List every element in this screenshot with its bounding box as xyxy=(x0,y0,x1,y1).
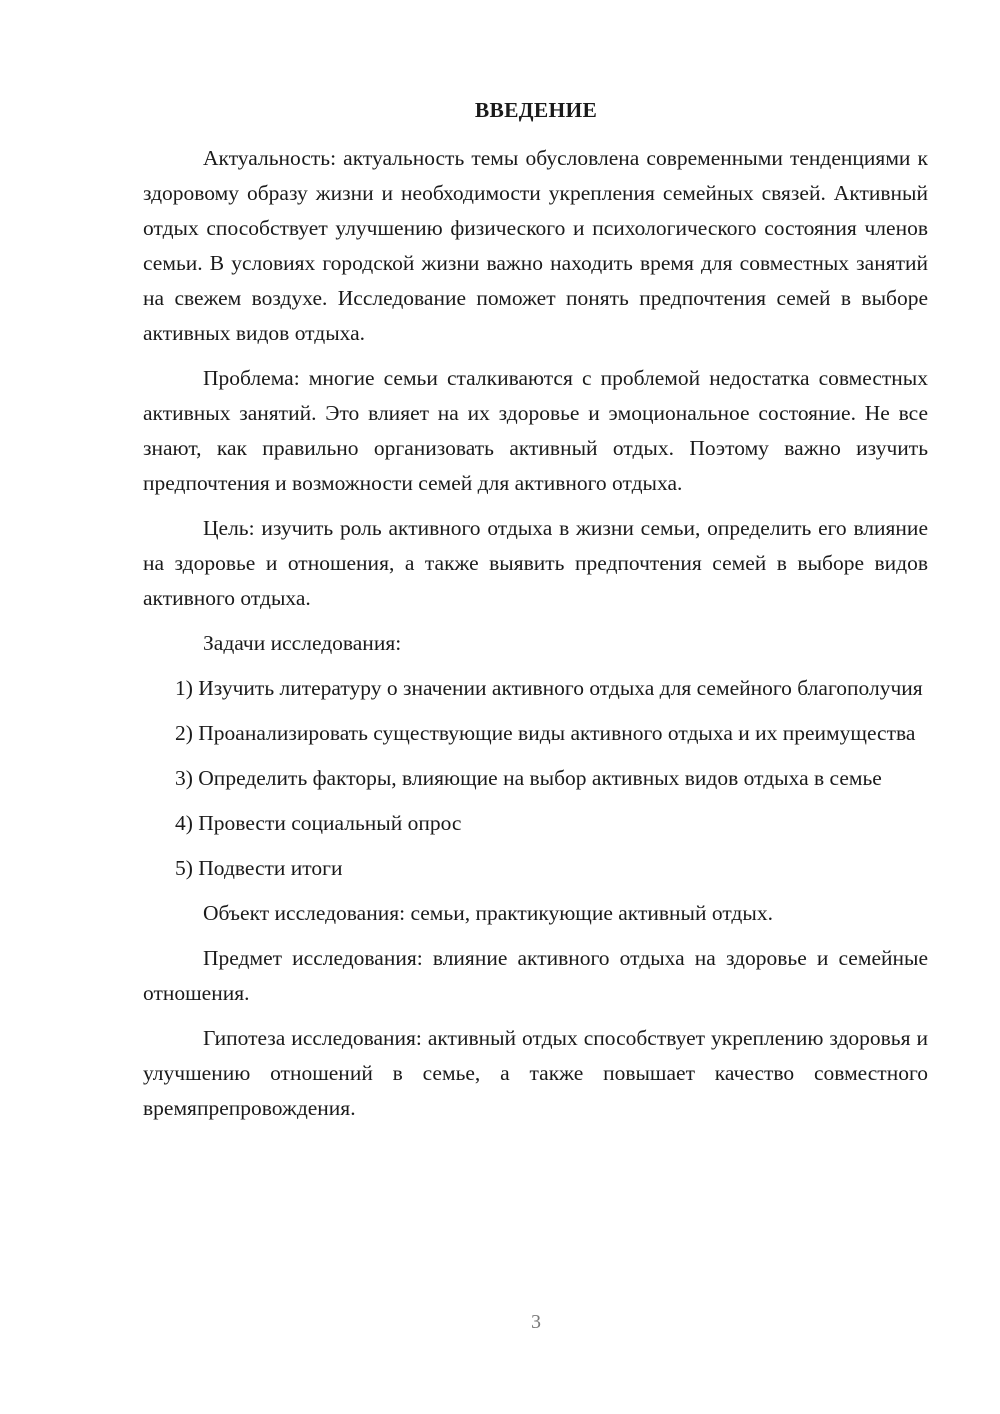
task-item-4: 4) Провести социальный опрос xyxy=(175,811,462,835)
document-body xyxy=(143,141,928,1136)
task-item-1: 1) Изучить литературу о значении активного отдыха для семейного благополучия xyxy=(175,676,923,700)
paragraph-relevance: Актуальность: актуальность темы обусловлена современными тенденциями к здоровому образу жизни и необходимости укрепления семейных связей. Активный отдых способствует улучшению физического и психологического состояния членов семьи. В условиях городской жизни важно находить время для совместных занятий на свежем воздухе. Исследование поможет понять предпочтения семей в выборе активных видов отдыха. xyxy=(143,146,928,345)
paragraph-tasks-heading: Задачи исследования: xyxy=(203,631,402,655)
paragraph-subject: Предмет исследования: влияние активного отдыха на здоровье и семейные отношения. xyxy=(143,946,928,1005)
paragraph-hypothesis: Гипотеза исследования: активный отдых способствует укреплению здоровья и улучшению отношений в семье, а также повышает качество совместного времяпрепровождения. xyxy=(143,1026,928,1120)
task-item-5: 5) Подвести итоги xyxy=(175,856,343,880)
page-number: 3 xyxy=(531,1311,541,1333)
task-item-3: 3) Определить факторы, влияющие на выбор активных видов отдыха в семье xyxy=(175,766,882,790)
paragraph-object: Объект исследования: семьи, практикующие активный отдых. xyxy=(203,901,773,925)
paragraph-goal: Цель: изучить роль активного отдыха в жизни семьи, определить его влияние на здоровье и отношения, а также выявить предпочтения семей в выборе видов активного отдыха. xyxy=(143,516,928,610)
page-title: ВВЕДЕНИЕ xyxy=(474,98,598,122)
paragraph-problem: Проблема: многие семьи сталкиваются с проблемой недостатка совместных активных занятий. Это влияет на их здоровье и эмоциональное состояние. Не все знают, как правильно организовать активный отдых. Поэтому важно изучить предпочтения и возможности семей для активного отдыха. xyxy=(143,366,928,495)
task-item-2: 2) Проанализировать существующие виды активного отдыха и их преимущества xyxy=(175,721,916,745)
